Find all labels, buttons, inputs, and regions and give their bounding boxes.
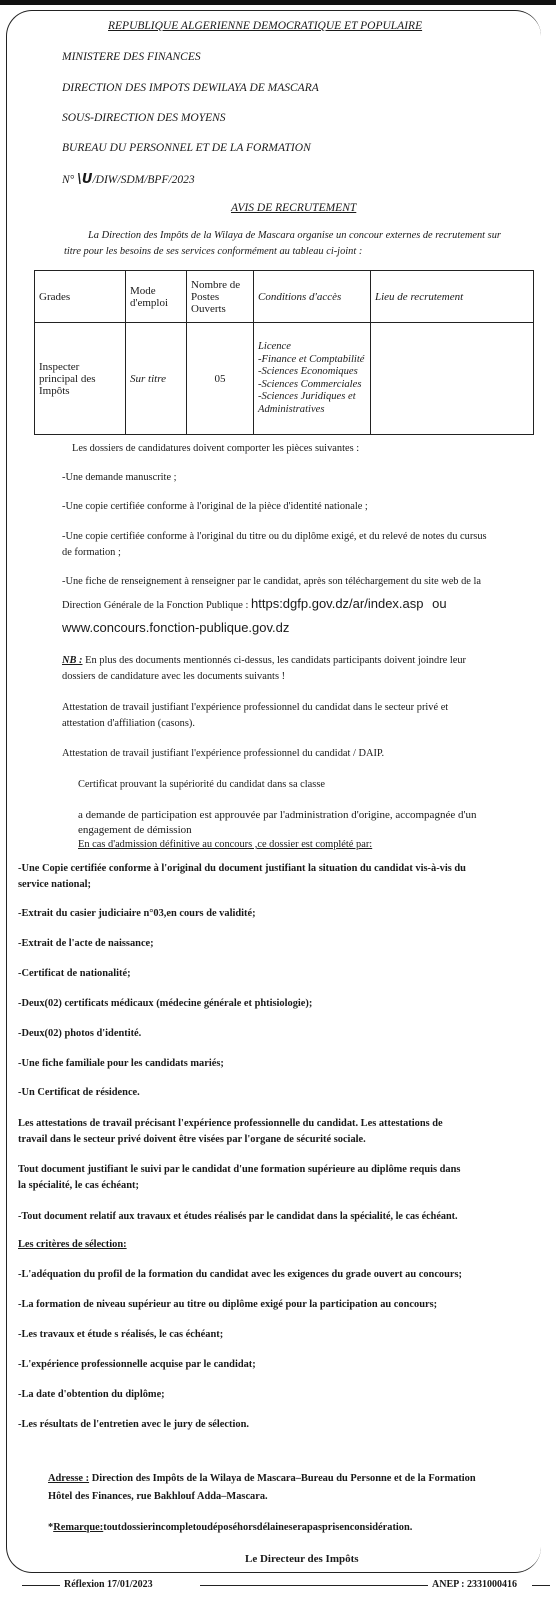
criteria-item: -Les résultats de l'entretien avec le jury de sélection.	[18, 1419, 249, 1430]
remark-label: Remarque:	[53, 1522, 104, 1533]
footer-rule	[200, 1585, 428, 1586]
nb-certificate: Certificat prouvant la supériorité du candidat dans sa classe	[78, 779, 325, 790]
criteria-item: -La formation de niveau supérieur au titre ou diplôme exigé pour la participation au concours;	[18, 1299, 438, 1310]
admission-paragraph: travail dans le secteur privé doivent être visées par l'organe de sécurité sociale.	[18, 1134, 366, 1145]
admission-item: -Deux(02) certificats médicaux (médecine générale et phtisiologie);	[18, 998, 313, 1009]
condition-item: Licence	[258, 341, 291, 352]
republic-heading: REPUBLIQUE ALGERIENNE DEMOCRATIQUE ET POPULAIRE	[108, 20, 423, 32]
criteria-item: -La date d'obtention du diplôme;	[18, 1389, 165, 1400]
admission-paragraph: Les attestations de travail précisant l'expérience professionnelle du candidat. Les attestations de	[18, 1118, 443, 1129]
ministry-line: MINISTERE DES FINANCES	[62, 51, 201, 63]
condition-item: -Sciences Juridiques et	[258, 391, 356, 402]
dossier-item: -Une copie certifiée conforme à l'original de la pièce d'identité nationale ;	[62, 501, 368, 512]
nb-attestation: Attestation de travail justifiant l'expérience professionnel du candidat / DAIP.	[62, 748, 385, 759]
admission-paragraph: la spécialité, le cas échéant;	[18, 1180, 139, 1191]
remark	[48, 1520, 412, 1535]
nb-paragraph	[62, 653, 466, 668]
footer-rule	[22, 1585, 60, 1586]
reference-number	[62, 172, 195, 187]
notice-intro-2: titre pour les besoins de ses services conformément au tableau ci-joint :	[64, 246, 363, 257]
table-row	[35, 323, 534, 435]
reference-handwritten: \U	[77, 172, 93, 187]
admission-paragraph: -Tout document relatif aux travaux et études réalisés par le candidat dans la spécialité, le cas échéant.	[18, 1211, 458, 1222]
dossier-intro: Les dossiers de candidatures doivent comporter les pièces suivantes :	[72, 443, 360, 454]
address-text: Direction des Impôts de la Wilaya de Mascara–Bureau du Personne et de la Formation	[91, 1473, 476, 1484]
dossier-item: -Une demande manuscrite ;	[62, 472, 177, 483]
cell-postes: 05	[187, 323, 254, 435]
notice-title: AVIS DE RECRUTEMENT	[231, 202, 357, 214]
admission-title: En cas d'admission définitive au concours ,ce dossier est complété par:	[78, 839, 373, 850]
dossier-item: -Une fiche de renseignement à renseigner par le candidat, après son téléchargement du site web de la	[62, 576, 482, 587]
cell-grade	[35, 323, 126, 435]
footer-rule	[532, 1585, 550, 1586]
grade-line: principal des	[39, 372, 96, 385]
dossier-item: -Une copie certifiée conforme à l'original du titre ou du diplôme exigé, et du relevé de notes du cursus	[62, 531, 487, 542]
signature: Le Directeur des Impôts	[245, 1553, 359, 1565]
table-header-row	[35, 271, 534, 323]
nb-text: En plus des documents mentionnés ci-dessus, les candidats participants doivent joindre leur	[85, 655, 467, 666]
recruitment-table	[34, 270, 534, 435]
condition-item: -Sciences Economiques	[258, 366, 358, 377]
admission-item: service national;	[18, 879, 92, 890]
reference-prefix: N°	[62, 174, 75, 186]
nb-demande: engagement de démission	[78, 824, 192, 836]
criteria-item: -L'adéquation du profil de la formation du candidat avec les exigences du grade ouvert au concours;	[18, 1269, 463, 1280]
criteria-item: -L'expérience professionnelle acquise par le candidat;	[18, 1359, 256, 1370]
grade-line: Impôts	[39, 384, 70, 397]
admission-item: -Certificat de nationalité;	[18, 968, 131, 979]
sub-direction-line: SOUS-DIRECTION DES MOYENS	[62, 112, 226, 124]
admission-item: -Une Copie certifiée conforme à l'original du document justifiant la situation du candidat vis-à-vis du	[18, 863, 466, 874]
footer-left: Réflexion 17/01/2023	[64, 1579, 153, 1590]
website-link[interactable]: www.concours.fonction-publique.gov.dz	[62, 620, 290, 635]
bureau-line: BUREAU DU PERSONNEL ET DE LA FORMATION	[62, 142, 311, 154]
cell-conditions	[254, 323, 371, 435]
address-label: Adresse :	[48, 1473, 90, 1484]
dossier-item	[62, 596, 447, 613]
nb-text: dossiers de candidature avec les documents suivants !	[62, 671, 286, 682]
cell-lieu	[371, 323, 534, 435]
admission-paragraph: Tout document justifiant le suivi par le candidat d'une formation supérieure au diplôme requis dans	[18, 1164, 461, 1175]
remark-prefix: *	[48, 1522, 54, 1533]
admission-item: -Un Certificat de résidence.	[18, 1087, 140, 1098]
cell-mode: Sur titre	[126, 323, 187, 435]
dossier-item-text: Direction Générale de la Fonction Publique :	[62, 600, 249, 611]
address-line: Hôtel des Finances, rue Bakhlouf Adda–Mascara.	[48, 1491, 268, 1502]
direction-line: DIRECTION DES IMPOTS DEWILAYA DE MASCARA	[62, 82, 319, 94]
website-or: ou	[432, 596, 447, 611]
admission-item: -Extrait de l'acte de naissance;	[18, 938, 154, 949]
top-border	[0, 0, 556, 5]
condition-item: Administratives	[258, 403, 325, 415]
dossier-item: de formation ;	[62, 547, 121, 558]
notice-intro-1: La Direction des Impôts de la Wilaya de Mascara organise un concour externes de recrutement sur	[88, 230, 501, 241]
criteria-item: -Les travaux et étude s réalisés, le cas échéant;	[18, 1329, 224, 1340]
admission-item: -Deux(02) photos d'identité.	[18, 1028, 142, 1039]
header-conditions: Conditions d'accès	[254, 271, 371, 323]
nb-label: NB :	[62, 655, 83, 666]
footer-right: ANEP : 2331000416	[432, 1579, 517, 1590]
nb-attestation: Attestation de travail justifiant l'expérience professionnel du candidat dans le secteur privé et	[62, 702, 449, 713]
header-grades: Grades	[35, 271, 126, 323]
nb-demande: a demande de participation est approuvée par l'administration d'origine, accompagnée d'un	[78, 809, 477, 821]
grade-line: Inspecter	[39, 360, 80, 373]
nb-attestation: attestation d'affiliation (casons).	[62, 718, 195, 729]
criteria-title: Les critères de sélection:	[18, 1239, 127, 1250]
admission-item: -Une fiche familiale pour les candidats mariés;	[18, 1058, 224, 1069]
condition-item: -Finance et Comptabilité	[258, 353, 365, 365]
header-lieu: Lieu de recrutement	[371, 271, 534, 323]
condition-item: -Sciences Commerciales	[258, 378, 362, 390]
remark-text: toutdossierincompletoudéposéhorsdélaineserapasprisenconsidération.	[103, 1522, 413, 1533]
header-mode: Mode d'emploi	[126, 271, 187, 323]
admission-item: -Extrait du casier judiciaire n°03,en cours de validité;	[18, 908, 256, 919]
reference-suffix: /DIW/SDM/BPF/2023	[92, 174, 195, 186]
header-postes: Nombre de Postes Ouverts	[187, 271, 254, 323]
address-line	[48, 1471, 476, 1486]
website-link[interactable]: https:dgfp.gov.dz/ar/index.asp	[251, 596, 424, 611]
